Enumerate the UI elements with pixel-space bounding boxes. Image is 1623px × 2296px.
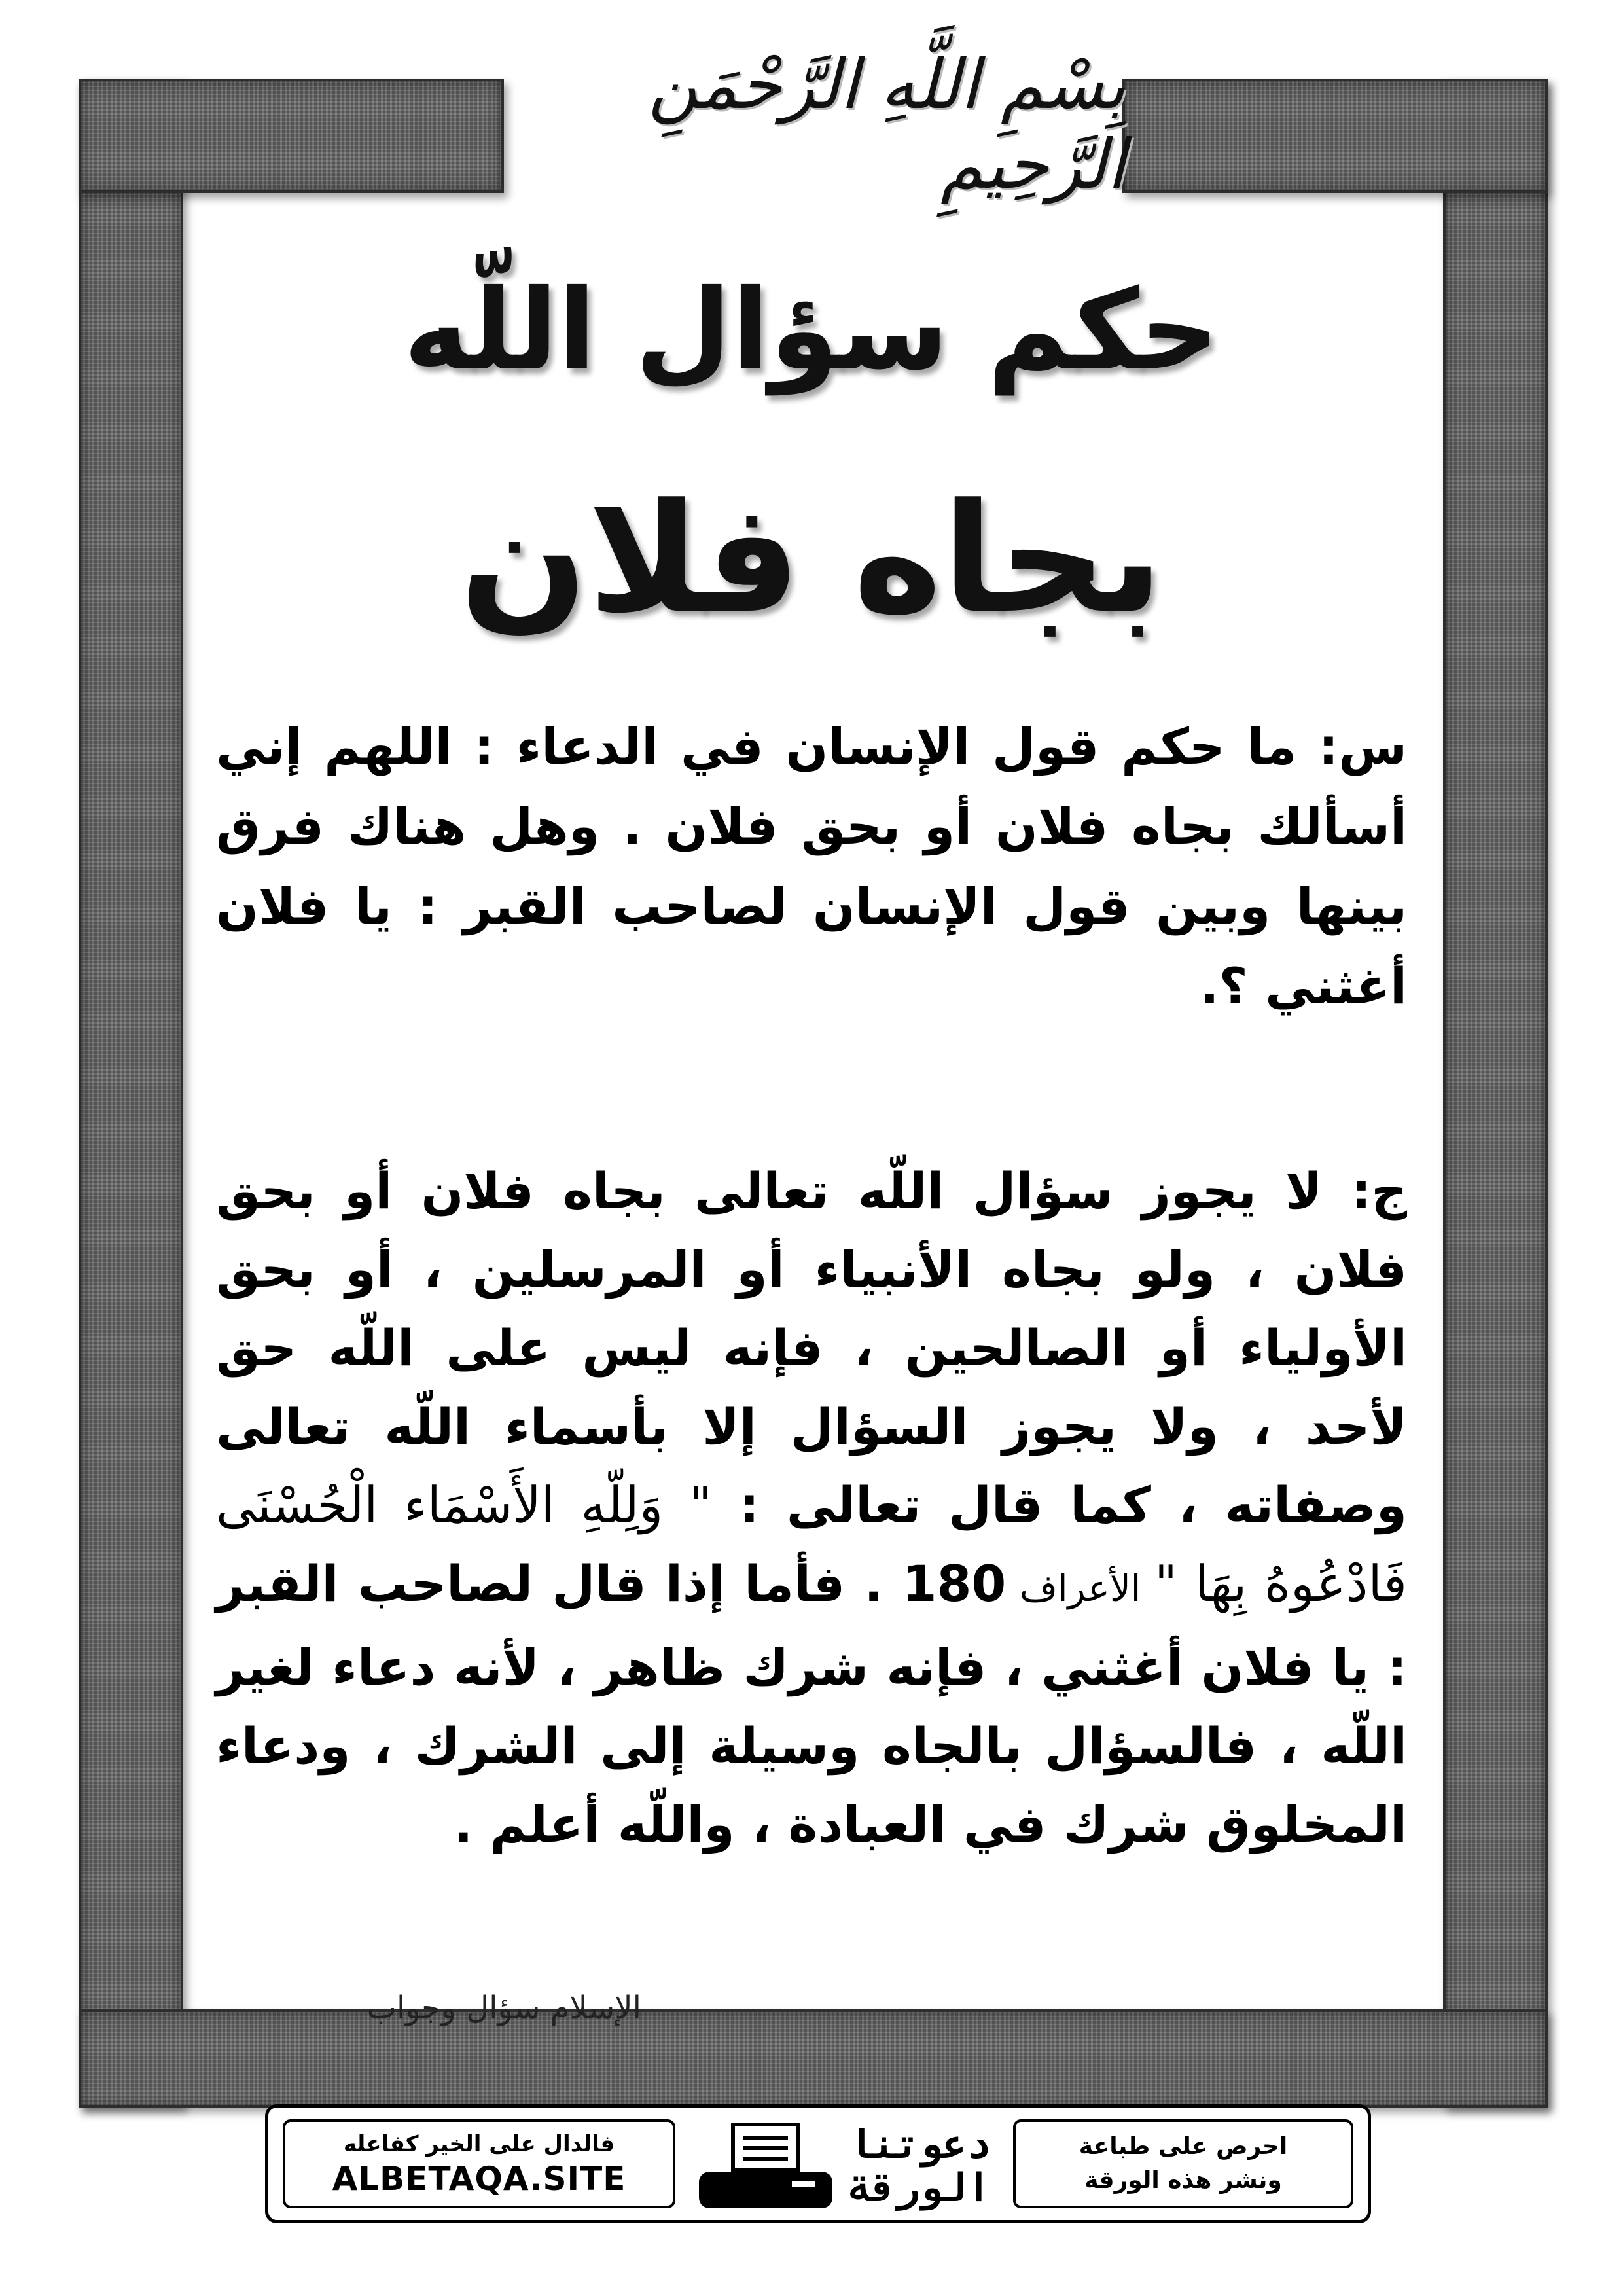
answer-text-part1: ج: لا يجوز سؤال اللّه تعالى بجاه فلان أو بحق فلان ، ولو بجاه الأنبياء أو المرسلين ، أو بحق الأولياء أو الصالحين ، فإنه ليس على اللّه حق لأحد ، ولا يجوز السؤال إلا بأسماء اللّه تعالى وصفاته ، كما قال تعالى : bbox=[216, 1162, 1407, 1534]
verse-reference: الأعراف bbox=[1006, 1568, 1154, 1610]
frame-left bbox=[79, 79, 183, 2108]
dawa-logo bbox=[844, 2118, 995, 2215]
banner-print-box bbox=[1013, 2119, 1353, 2208]
answer-text-part2: . فأما إذا قال لصاحب القبر : يا فلان أغثني ، فإنه شرك ظاهر ، لأنه دعاء لغير اللّه ، فالسؤال بالجاه وسيلة إلى الشرك ، ودعاء المخلوق شرك في العبادة ، واللّه أعلم . bbox=[216, 1554, 1407, 1854]
frame-top-left bbox=[79, 79, 504, 193]
question-paragraph: س: ما حكم قول الإنسان في الدعاء : اللهم إني أسألك بجاه فلان أو بحق فلان . وهل هناك فرق بينها وبين قول الإنسان لصاحب القبر : يا فلان أغثني ؟. bbox=[216, 717, 1407, 1015]
site-url[interactable]: ALBETAQA.SITE bbox=[332, 2160, 626, 2198]
bismillah-calligraphy: بِسْمِ اللَّهِ الرَّحْمَنِ الرَّحِيمِ bbox=[648, 45, 1126, 204]
print-line-1: احرص على طباعة bbox=[1079, 2133, 1288, 2160]
logo-line-2: الورقة bbox=[848, 2165, 991, 2211]
printer-icon bbox=[694, 2121, 838, 2212]
frame-right bbox=[1443, 79, 1548, 2108]
answer-paragraph bbox=[216, 1152, 1407, 1864]
quran-verse: " وَلِلّهِ الأَسْمَاء الْحُسْنَى فَادْعُوهُ بِهَا " bbox=[216, 1476, 1407, 1613]
page-title: حكم سؤال اللّه bbox=[403, 266, 1220, 395]
banner-site-box bbox=[283, 2119, 675, 2208]
banner-slogan: فالدال على الخير كفاعله bbox=[343, 2131, 615, 2157]
frame-top-right bbox=[1122, 79, 1548, 193]
page-subtitle: بجاه فلان bbox=[459, 472, 1164, 647]
footer-banner bbox=[265, 2104, 1371, 2223]
verse-number: 180 bbox=[902, 1554, 1007, 1613]
print-line-2: ونشر هذه الورقة bbox=[1084, 2167, 1282, 2194]
source-credit: الإسلام سؤال وجواب bbox=[366, 1990, 641, 2026]
logo-line-1: دعوتنا bbox=[848, 2122, 991, 2168]
